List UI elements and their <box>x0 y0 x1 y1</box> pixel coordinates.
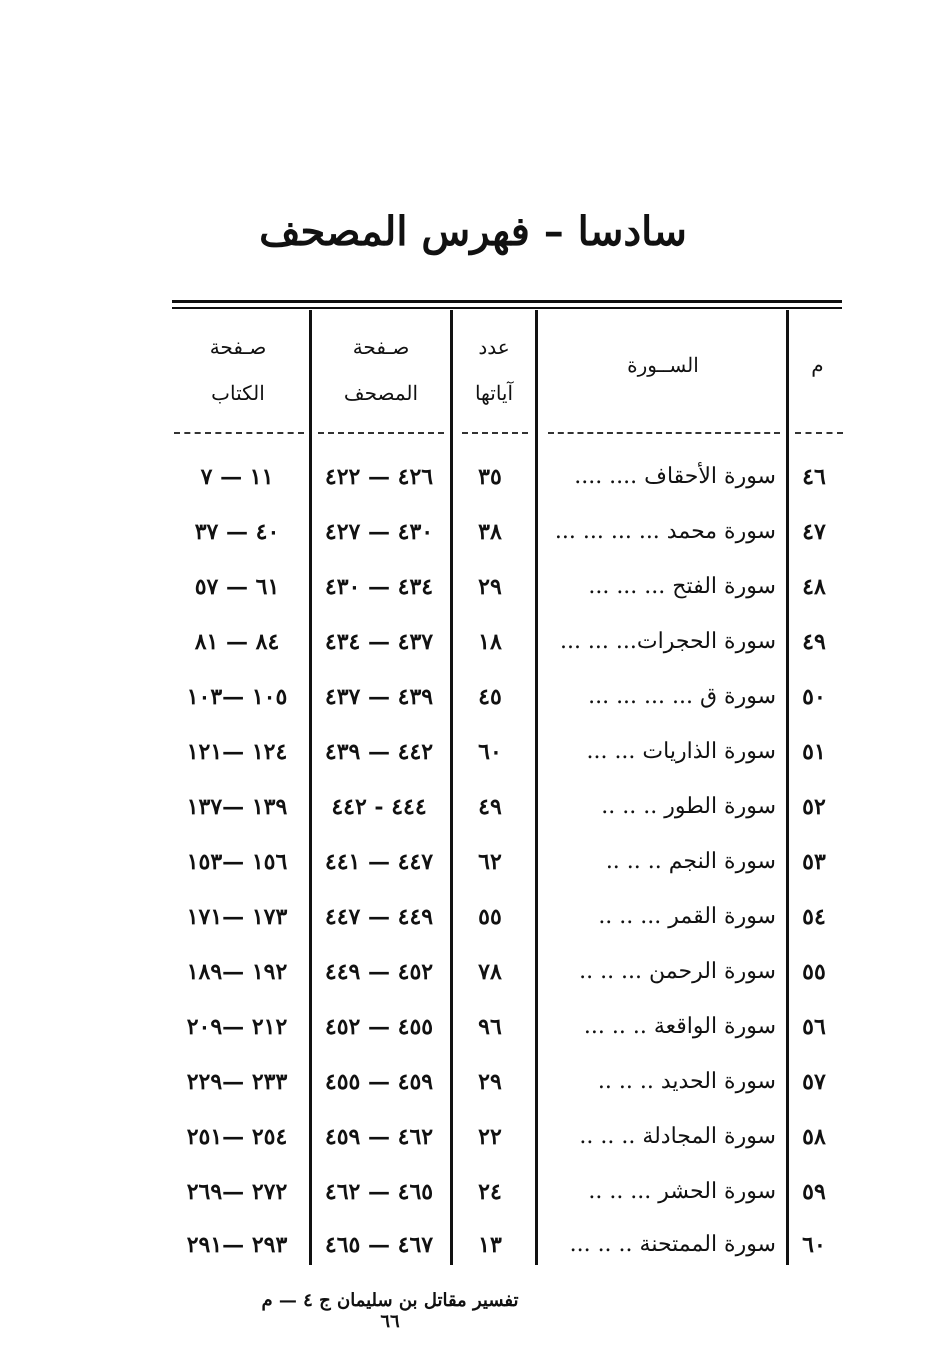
ayat-count: ٦٢ <box>478 849 502 875</box>
sura-name: سورة ق ... ... ... ... <box>588 684 776 709</box>
book-pages: ٢٩٣ —٢٩١ <box>186 1232 288 1258</box>
table-row <box>0 670 946 724</box>
mushaf-pages: ٤٥٢ — ٤٤٩ <box>324 959 434 985</box>
ayat-count: ٥٥ <box>478 904 502 930</box>
sura-name: سورة النجم .. .. .. <box>605 849 776 874</box>
mushaf-pages: ٤٤٩ — ٤٤٧ <box>324 904 434 930</box>
header-num: م <box>811 353 824 377</box>
book-pages: ٢٥٤ —٢٥١ <box>186 1124 288 1150</box>
ayat-count: ١٣ <box>478 1232 502 1258</box>
ayat-count: ٢٩ <box>478 1069 502 1095</box>
sura-number: ٥٠ <box>802 684 826 710</box>
page-title: سادسا – فهرس المصحف <box>259 208 687 255</box>
sura-number: ٥٦ <box>802 1014 826 1040</box>
sura-number: ٥٢ <box>802 794 826 820</box>
sura-number: ٥٨ <box>802 1124 826 1150</box>
mushaf-pages: ٤٦٥ — ٤٦٢ <box>324 1179 434 1205</box>
sura-name: سورة الممتحنة .. .. ... <box>569 1232 776 1257</box>
header-underline <box>795 432 843 434</box>
ayat-count: ٧٨ <box>478 959 502 985</box>
table-row <box>0 1218 946 1272</box>
table-row <box>0 890 946 944</box>
book-pages: ١٥٦ —١٥٣ <box>186 849 288 875</box>
sura-number: ٥٧ <box>802 1069 826 1095</box>
mushaf-pages: ٤٥٥ — ٤٥٢ <box>324 1014 434 1040</box>
book-pages: ١١ — ٧ <box>200 464 274 490</box>
book-pages: ١٧٣ —١٧١ <box>186 904 288 930</box>
book-pages: ١٣٩ —١٣٧ <box>186 794 288 820</box>
table-row <box>0 450 946 504</box>
header-sura: الســورة <box>627 353 699 377</box>
header-underline <box>548 432 780 434</box>
table-row <box>0 615 946 669</box>
table-row <box>0 1000 946 1054</box>
sura-number: ٦٠ <box>802 1232 826 1258</box>
header-mushaf-line1: صـفحة <box>352 335 410 359</box>
mushaf-pages: ٤٤٤ - ٤٤٢ <box>331 794 427 820</box>
mushaf-pages: ٤٢٦ — ٤٢٢ <box>324 464 434 490</box>
header-underline <box>318 432 444 434</box>
sura-number: ٥٩ <box>802 1179 826 1205</box>
sura-name: سورة القمر ... .. .. <box>598 904 776 929</box>
table-row <box>0 505 946 559</box>
table-row <box>0 1110 946 1164</box>
top-double-rule-lower <box>172 307 842 309</box>
header-underline <box>462 432 528 434</box>
ayat-count: ٦٠ <box>478 739 502 765</box>
header-ayat-line2: آياتها <box>474 381 514 405</box>
book-pages: ١٠٥ —١٠٣ <box>186 684 288 710</box>
table-row <box>0 1055 946 1109</box>
ayat-count: ٢٢ <box>478 1124 502 1150</box>
ayat-count: ٣٨ <box>478 519 502 545</box>
page-footer: تفسير مقاتل بن سليمان ج ٤ — م ٦٦ <box>261 1290 519 1332</box>
ayat-count: ١٨ <box>478 629 502 655</box>
header-kitab-line1: صـفحة <box>209 335 267 359</box>
mushaf-pages: ٤٣٧ — ٤٣٤ <box>324 629 434 655</box>
mushaf-pages: ٤٤٧ — ٤٤١ <box>324 849 434 875</box>
sura-name: سورة الطور .. .. .. <box>601 794 776 819</box>
sura-name: سورة الواقعة .. .. ... <box>583 1014 776 1039</box>
sura-number: ٥٣ <box>802 849 826 875</box>
mushaf-pages: ٤٦٢ — ٤٥٩ <box>324 1124 434 1150</box>
sura-number: ٥١ <box>802 739 826 765</box>
book-pages: ١٩٢ —١٨٩ <box>186 959 288 985</box>
sura-name: سورة الحجرات... ... ... <box>559 629 776 654</box>
mushaf-pages: ٤٣٤ — ٤٣٠ <box>324 574 434 600</box>
sura-name: سورة الرحمن ... .. .. <box>579 959 776 984</box>
sura-name: سورة الحشر ... .. .. <box>588 1179 776 1204</box>
top-double-rule-upper <box>172 300 842 303</box>
book-pages: ٤٠ — ٣٧ <box>194 519 280 545</box>
book-pages: ١٢٤ —١٢١ <box>186 739 288 765</box>
header-kitab-line2: الكتاب <box>211 381 265 405</box>
mushaf-pages: ٤٥٩ — ٤٥٥ <box>324 1069 434 1095</box>
book-pages: ٦١ — ٥٧ <box>194 574 280 600</box>
header-underline <box>174 432 304 434</box>
sura-number: ٥٥ <box>802 959 826 985</box>
sura-name: سورة الحديد .. .. .. <box>597 1069 776 1094</box>
sura-name: سورة محمد ... ... ... ... <box>554 519 776 544</box>
table-row <box>0 1165 946 1219</box>
sura-name: سورة المجادلة .. .. .. <box>579 1124 776 1149</box>
book-pages: ٢٣٣ —٢٢٩ <box>186 1069 288 1095</box>
sura-number: ٤٧ <box>802 519 826 545</box>
sura-number: ٥٤ <box>802 904 826 930</box>
table-row <box>0 835 946 889</box>
mushaf-pages: ٤٣٩ — ٤٣٧ <box>324 684 434 710</box>
mushaf-pages: ٤٣٠ — ٤٢٧ <box>324 519 434 545</box>
sura-number: ٤٦ <box>802 464 826 490</box>
ayat-count: ٢٤ <box>478 1179 502 1205</box>
ayat-count: ٩٦ <box>478 1014 502 1040</box>
book-pages: ٢١٢ —٢٠٩ <box>186 1014 288 1040</box>
table-row <box>0 725 946 779</box>
sura-number: ٤٩ <box>802 629 826 655</box>
mushaf-pages: ٤٤٢ — ٤٣٩ <box>324 739 434 765</box>
header-ayat-line1: عدد <box>478 335 510 359</box>
ayat-count: ٣٥ <box>478 464 502 490</box>
header-mushaf-line2: المصحف <box>343 381 419 405</box>
table-row <box>0 945 946 999</box>
ayat-count: ٤٥ <box>478 684 502 710</box>
ayat-count: ٢٩ <box>478 574 502 600</box>
book-pages: ٨٤ — ٨١ <box>194 629 280 655</box>
sura-name: سورة الفتح ... ... ... <box>588 574 776 599</box>
mushaf-pages: ٤٦٧ — ٤٦٥ <box>324 1232 434 1258</box>
table-row <box>0 780 946 834</box>
book-pages: ٢٧٢ —٢٦٩ <box>186 1179 288 1205</box>
ayat-count: ٤٩ <box>478 794 502 820</box>
table-row <box>0 560 946 614</box>
sura-name: سورة الذاريات ... ... <box>586 739 776 764</box>
sura-number: ٤٨ <box>802 574 826 600</box>
sura-name: سورة الأحقاف .... .... <box>574 464 776 489</box>
